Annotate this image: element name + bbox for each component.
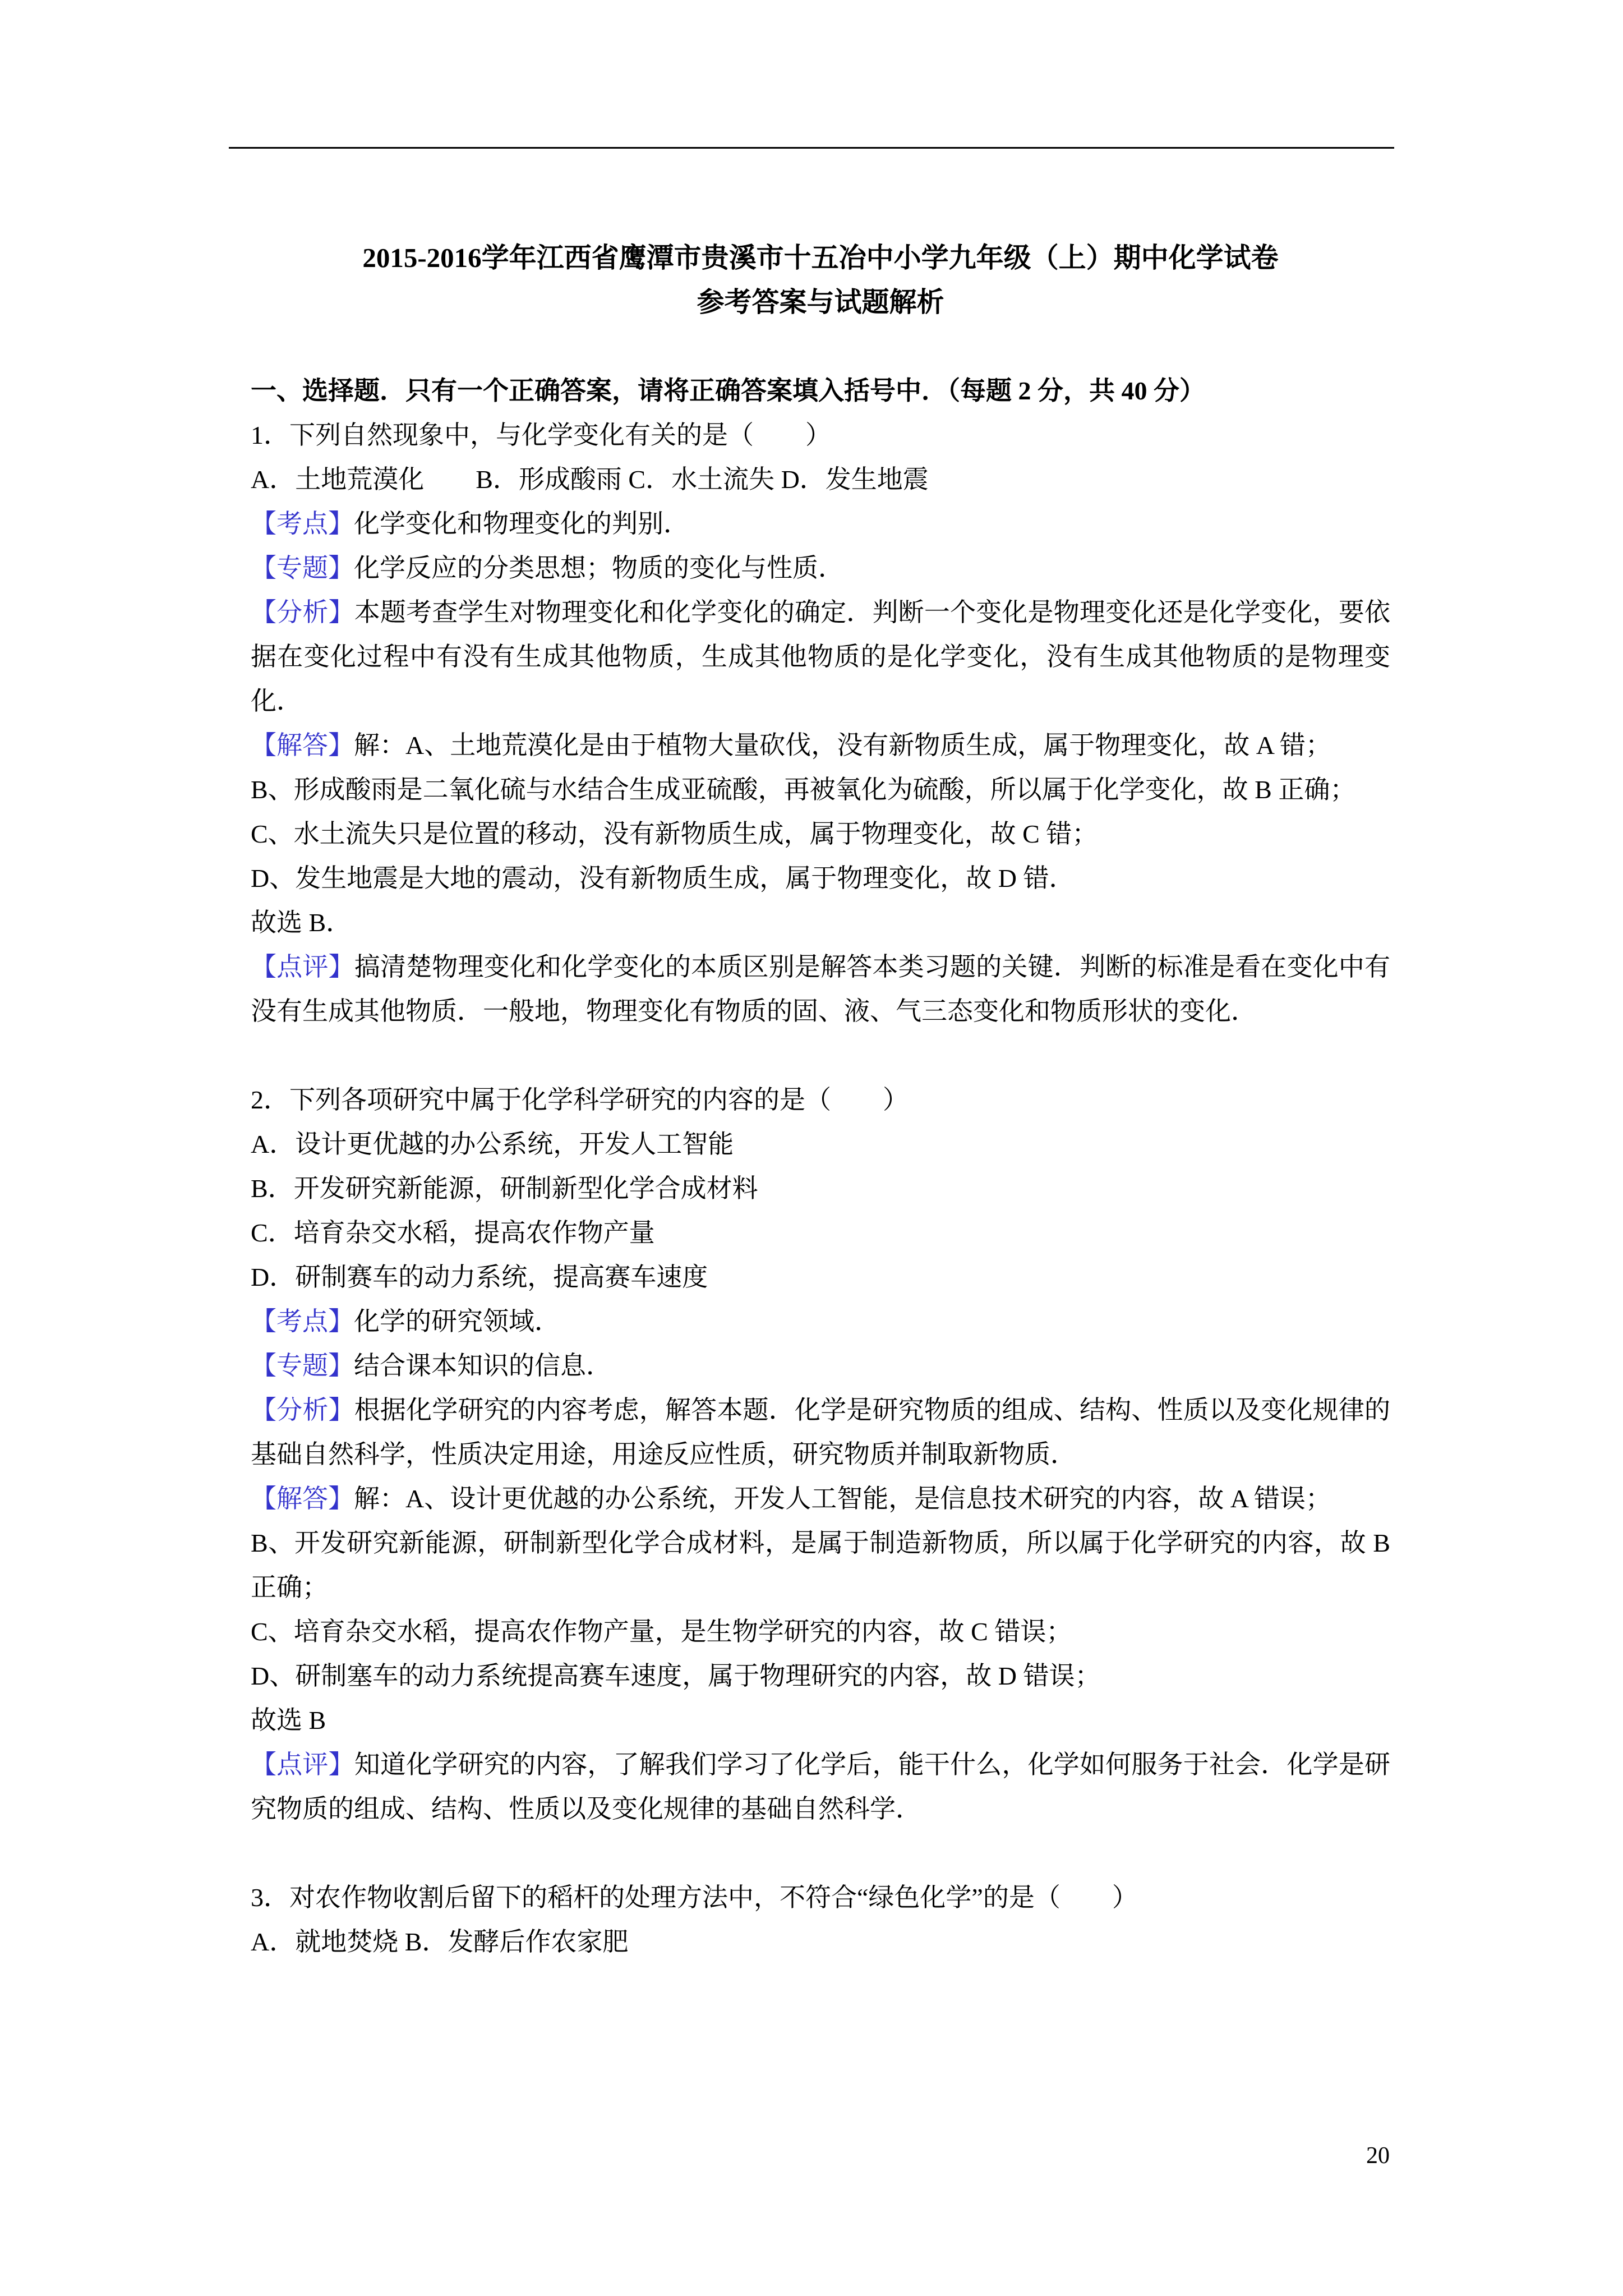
tag-label: 【专题】 (251, 1351, 354, 1380)
document-body (251, 324, 1390, 1964)
paragraph (251, 1654, 1390, 1698)
blank-line (251, 1033, 1390, 1078)
tag-label: 【解答】 (251, 731, 354, 760)
tag-label: 【分析】 (251, 598, 354, 627)
text-run: B、形成酸雨是二氧化硫与水结合生成亚硫酸，再被氧化为硫酸，所以属于化学变化，故 B 正确； (251, 775, 1356, 804)
paragraph (251, 1609, 1390, 1654)
text-run: 化学反应的分类思想；物质的变化与性质． (354, 554, 844, 582)
paragraph (251, 1343, 1390, 1388)
paragraph (251, 413, 1390, 457)
paragraph (251, 1255, 1390, 1299)
text-run: 化学的研究领域． (354, 1307, 560, 1336)
paragraph (251, 767, 1390, 812)
text-run: 化学变化和物理变化的判别． (354, 509, 689, 538)
tag-label: 【专题】 (251, 554, 354, 582)
paragraph (251, 856, 1390, 900)
page-number: 20 (1366, 2143, 1390, 2169)
text-run: 故选 B (251, 1706, 326, 1734)
paragraph (251, 1122, 1390, 1166)
document-title-line2: 参考答案与试题解析 (697, 287, 944, 318)
text-run: 本题考查学生对物理变化和化学变化的确定．判断一个变化是物理变化还是化学变化，要依据在变化过程中有没有生成其他物质，生成其他物质的是化学变化，没有生成其他物质的是物理变化． (251, 598, 1391, 715)
paragraph (251, 723, 1390, 767)
text-run: D、研制塞车的动力系统提高赛车速度，属于物理研究的内容，故 D 错误； (251, 1662, 1101, 1690)
text-run: 知道化学研究的内容，了解我们学习了化学后，能干什么，化学如何服务于社会．化学是研究物质的组成、结构、性质以及变化规律的基础自然科学． (251, 1750, 1391, 1823)
text-run: 1．下列自然现象中，与化学变化有关的是（ ） (251, 421, 831, 449)
paragraph (251, 1920, 1390, 1964)
paragraph (251, 812, 1390, 856)
text-run: 根据化学研究的内容考虑，解答本题．化学是研究物质的组成、结构、性质以及变化规律的基础自然科学，性质决定用途，用途反应性质，研究物质并制取新物质． (251, 1396, 1391, 1469)
tag-label: 【考点】 (251, 1307, 354, 1336)
text-run: A．土地荒漠化 B．形成酸雨 C．水土流失 D．发生地震 (251, 465, 929, 494)
paragraph (251, 1299, 1390, 1343)
paragraph (251, 1166, 1390, 1211)
header-rule (229, 147, 1394, 149)
paragraph (251, 1078, 1390, 1122)
paragraph (251, 457, 1390, 501)
paragraph (251, 1211, 1390, 1255)
paragraph (251, 945, 1390, 1033)
text-run: D．研制赛车的动力系统，提高赛车速度 (251, 1263, 708, 1291)
paragraph (251, 1742, 1390, 1831)
text-run: 故选 B． (251, 908, 352, 937)
document-content (251, 236, 1390, 1964)
text-run: 搞清楚物理变化和化学变化的本质区别是解答本类习题的关键．判断的标准是看在变化中有没有生成其他物质．一般地，物理变化有物质的固、液、气三态变化和物质形状的变化． (251, 953, 1391, 1025)
paragraph (251, 1521, 1390, 1609)
text-run: C、水土流失只是位置的移动，没有新物质生成，属于物理变化，故 C 错； (251, 820, 1098, 848)
text-run: 结合课本知识的信息． (354, 1351, 612, 1380)
paragraph (251, 501, 1390, 546)
text-run: B、开发研究新能源，研制新型化学合成材料，是属于制造新物质，所以属于化学研究的内容，故 B 正确； (251, 1529, 1390, 1602)
text-run: A．就地焚烧 B．发酵后作农家肥 (251, 1927, 629, 1956)
text-run: D、发生地震是大地的震动，没有新物质生成，属于物理变化，故 D 错． (251, 864, 1075, 892)
text-run: 一、选择题．只有一个正确答案，请将正确答案填入括号中．（每题 2 分，共 40 分） (251, 376, 1205, 405)
blank-line (251, 1831, 1390, 1875)
document-title-line1: 2015-2016学年江西省鹰潭市贵溪市十五冶中小学九年级（上）期中化学试卷 (362, 242, 1279, 273)
paragraph (251, 1476, 1390, 1521)
text-run: 解：A、土地荒漠化是由于植物大量砍伐，没有新物质生成，属于物理变化，故 A 错； (354, 731, 1331, 760)
paragraph (251, 546, 1390, 590)
paragraph (251, 1875, 1390, 1920)
tag-label: 【点评】 (251, 953, 354, 981)
paragraph (251, 900, 1390, 945)
tag-label: 【解答】 (251, 1484, 354, 1513)
section-heading (251, 369, 1390, 413)
blank-line (251, 324, 1390, 369)
tag-label: 【分析】 (251, 1396, 354, 1424)
text-run: 2．下列各项研究中属于化学科学研究的内容的是（ ） (251, 1085, 909, 1114)
text-run: A．设计更优越的办公系统，开发人工智能 (251, 1130, 734, 1158)
text-run: C．培育杂交水稻，提高农作物产量 (251, 1218, 655, 1247)
tag-label: 【点评】 (251, 1750, 354, 1779)
text-run: 解：A、设计更优越的办公系统，开发人工智能，是信息技术研究的内容，故 A 错误； (354, 1484, 1331, 1513)
paragraph (251, 1388, 1390, 1476)
tag-label: 【考点】 (251, 509, 354, 538)
paragraph (251, 590, 1390, 723)
text-run: C、培育杂交水稻，提高农作物产量，是生物学研究的内容，故 C 错误； (251, 1617, 1072, 1646)
text-run: B．开发研究新能源，研制新型化学合成材料 (251, 1174, 758, 1203)
paragraph (251, 1698, 1390, 1742)
text-run: 3．对农作物收割后留下的稻杆的处理方法中，不符合“绿色化学”的是（ ） (251, 1883, 1138, 1912)
